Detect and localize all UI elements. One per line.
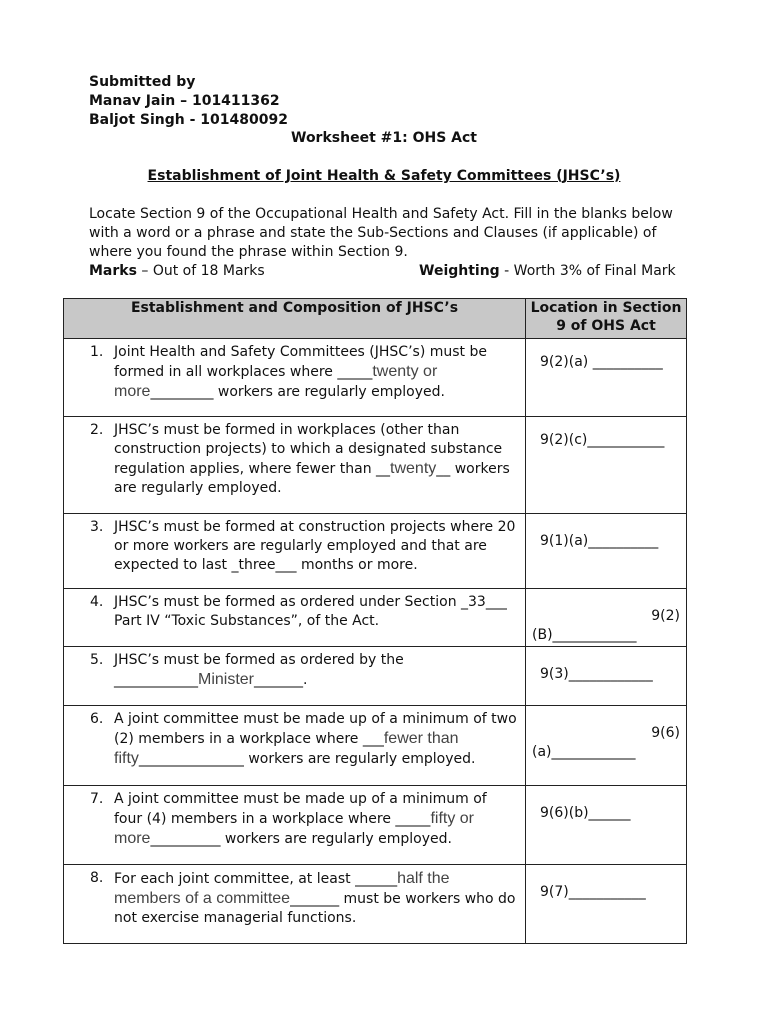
answer-text: Minister bbox=[198, 671, 255, 688]
location-answer-part1: 9(6) bbox=[651, 725, 680, 741]
question-number: 6. bbox=[90, 711, 104, 727]
location-answer: 9(2)(c)___________ bbox=[540, 432, 665, 448]
submitted-by-label: Submitted by bbox=[89, 74, 196, 90]
location-answer: 9(2)(a) __________ bbox=[540, 354, 663, 370]
question-text: JHSC’s must be formed as ordered under Section _33___ Part IV “Toxic Substances”, of the Act. bbox=[114, 594, 507, 629]
question-text: JHSC’s must be formed as ordered by the ____________ bbox=[114, 652, 404, 688]
question-number: 1. bbox=[90, 344, 104, 360]
answer-text: half the members of a committee bbox=[114, 870, 450, 907]
answer-text: twenty or more bbox=[114, 363, 438, 400]
location-answer: 9(7)___________ bbox=[540, 884, 646, 900]
question-text-end: _______. bbox=[254, 672, 308, 688]
location-answer-part1: 9(2) bbox=[651, 608, 680, 624]
question-text: A joint committee must be made up of a minimum of four (4) members in a workplace where _____ bbox=[114, 791, 487, 827]
table-row bbox=[64, 589, 687, 647]
col-header-location: Location in Section 9 of OHS Act bbox=[526, 299, 687, 339]
location-answer: 9(1)(a)__________ bbox=[540, 533, 659, 549]
question-text-end: _______________ workers are regularly employed. bbox=[138, 751, 476, 767]
question-number: 3. bbox=[90, 519, 104, 535]
table-row bbox=[64, 647, 687, 706]
location-answer-part2: (a)____________ bbox=[532, 744, 636, 760]
table-row bbox=[64, 706, 687, 786]
weighting-text: - Worth 3% of Final Mark bbox=[499, 263, 676, 279]
question-text-end: _______ must be workers who do not exercise managerial functions. bbox=[114, 891, 516, 926]
table-row bbox=[64, 865, 687, 944]
marks-row bbox=[89, 262, 684, 281]
question-number: 7. bbox=[90, 791, 104, 807]
question-text: JHSC’s must be formed at construction projects where 20 or more workers are regularly employed and that are expected to last _three___ months or more. bbox=[114, 519, 516, 573]
question-text: Joint Health and Safety Committees (JHSC’s) must be formed in all workplaces where _____ bbox=[114, 344, 487, 380]
section-title: Establishment of Joint Health & Safety Committees (JHSC’s) bbox=[147, 168, 621, 184]
question-number: 2. bbox=[90, 422, 104, 438]
location-answer bbox=[526, 706, 686, 762]
question-text: JHSC’s must be formed in workplaces (other than construction projects) to which a designated substance regulation applies, where fewer than __ bbox=[114, 422, 503, 477]
answer-text: fewer than fifty bbox=[114, 730, 459, 767]
location-answer: 9(3)____________ bbox=[540, 666, 653, 682]
question-text-end: _________ workers are regularly employed. bbox=[150, 384, 445, 400]
table-row bbox=[64, 417, 687, 514]
worksheet-title: Worksheet #1: OHS Act bbox=[291, 130, 477, 146]
answer-text: twenty bbox=[390, 460, 437, 477]
table-row bbox=[64, 514, 687, 589]
table-row bbox=[64, 786, 687, 865]
submitter-block bbox=[89, 73, 288, 130]
weighting-label: Weighting bbox=[419, 263, 500, 279]
answer-text: fifty or more bbox=[114, 810, 474, 847]
marks-label: Marks bbox=[89, 263, 137, 279]
question-number: 5. bbox=[90, 652, 104, 668]
marks-text: – Out of 18 Marks bbox=[136, 263, 265, 279]
location-answer bbox=[526, 589, 686, 645]
instructions: Locate Section 9 of the Occupational Health and Safety Act. Fill in the blanks below with a word or a phrase and state the Sub-Sections and Clauses (if applicable) of where you found the phrase within Section 9. bbox=[89, 206, 673, 260]
question-number: 4. bbox=[90, 594, 104, 610]
location-answer: 9(6)(b)______ bbox=[540, 805, 631, 821]
question-text: For each joint committee, at least ______ bbox=[114, 871, 398, 887]
student-2: Baljot Singh - 101480092 bbox=[89, 112, 288, 128]
col-header-question: Establishment and Composition of JHSC’s bbox=[64, 299, 526, 339]
question-text-end: __________ workers are regularly employed. bbox=[150, 831, 452, 847]
question-number: 8. bbox=[90, 870, 104, 886]
question-text: A joint committee must be made up of a minimum of two (2) members in a workplace where ___ bbox=[114, 711, 517, 747]
jhsc-table bbox=[63, 298, 687, 944]
table-row bbox=[64, 339, 687, 417]
location-answer-part2: (B)____________ bbox=[532, 627, 637, 643]
question-text-end: __ workers are regularly employed. bbox=[114, 461, 510, 496]
student-1: Manav Jain – 101411362 bbox=[89, 93, 280, 109]
